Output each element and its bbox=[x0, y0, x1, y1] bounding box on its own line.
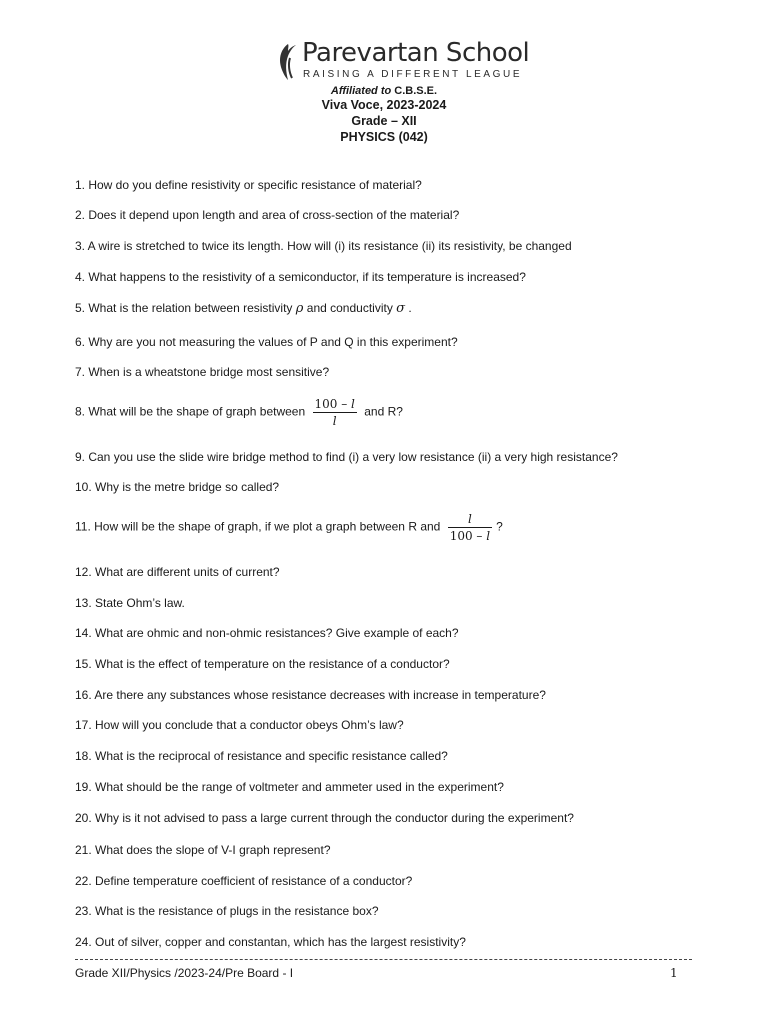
fraction-100-minus-l-over-l bbox=[313, 397, 357, 428]
question-9: 9. Can you use the slide wire bridge method to find (i) a very low resistance (ii) a very high resistance? bbox=[75, 450, 618, 464]
affiliation bbox=[0, 85, 768, 97]
fraction-denominator: l bbox=[332, 414, 337, 428]
question-17: 17. How will you conclude that a conductor obeys Ohm’s law? bbox=[75, 718, 404, 732]
question-7: 7. When is a wheatstone bridge most sensitive? bbox=[75, 365, 330, 379]
question-12: 12. What are different units of current? bbox=[75, 565, 280, 579]
question-19: 19. What should be the range of voltmeter and ammeter used in the experiment? bbox=[75, 780, 504, 794]
fraction-numerator bbox=[313, 397, 357, 413]
page-number: 1 bbox=[670, 966, 678, 980]
numerator-variable: l bbox=[351, 397, 355, 411]
denominator-variable: l bbox=[486, 529, 491, 543]
affiliation-board: C.B.S.E. bbox=[391, 85, 438, 97]
question-13: 13. State Ohm’s law. bbox=[75, 596, 185, 610]
question-5 bbox=[75, 301, 412, 316]
question-15: 15. What is the effect of temperature on the resistance of a conductor? bbox=[75, 657, 450, 671]
subject-title: PHYSICS (042) bbox=[340, 130, 428, 144]
sigma-symbol: σ bbox=[396, 301, 406, 316]
grade-title: Grade – XII bbox=[351, 114, 417, 128]
question-21: 21. What does the slope of V-I graph represent? bbox=[75, 843, 331, 857]
numerator-constant: 100 – bbox=[314, 397, 352, 411]
question-1: 1. How do you define resistivity or specific resistance of material? bbox=[75, 178, 422, 192]
question-2: 2. Does it depend upon length and area of cross-section of the material? bbox=[75, 208, 460, 222]
question-5-middle: and conductivity bbox=[303, 301, 397, 315]
question-24: 24. Out of silver, copper and constantan, which has the largest resistivity? bbox=[75, 935, 466, 949]
footer-divider bbox=[75, 959, 692, 960]
question-23: 23. What is the resistance of plugs in the resistance box? bbox=[75, 904, 379, 918]
leaf-icon bbox=[276, 42, 298, 82]
question-4: 4. What happens to the resistivity of a semiconductor, if its temperature is increased? bbox=[75, 270, 526, 284]
question-5-text: 5. What is the relation between resistivity bbox=[75, 301, 293, 315]
question-8-end: and R? bbox=[360, 404, 403, 419]
footer-text: Grade XII/Physics /2023-24/Pre Board - I bbox=[75, 966, 294, 980]
question-20: 20. Why is it not advised to pass a large current through the conductor during the experiment? bbox=[75, 811, 574, 825]
denominator-constant: 100 – bbox=[449, 529, 487, 543]
question-14: 14. What are ohmic and non-ohmic resistances? Give example of each? bbox=[75, 626, 459, 640]
question-8 bbox=[75, 397, 403, 428]
rho-symbol: ρ bbox=[295, 301, 304, 316]
question-16: 16. Are there any substances whose resistance decreases with increase in temperature? bbox=[75, 688, 546, 702]
fraction-numerator: l bbox=[448, 512, 492, 528]
question-11 bbox=[75, 512, 503, 543]
question-8-text: 8. What will be the shape of graph between bbox=[75, 404, 306, 419]
question-11-text: 11. How will be the shape of graph, if we plot a graph between R and bbox=[75, 519, 441, 534]
exam-title: Viva Voce, 2023-2024 bbox=[321, 98, 447, 112]
question-3: 3. A wire is stretched to twice its length. How will (i) its resistance (ii) its resistivity, be changed bbox=[75, 239, 572, 253]
school-name: Parevartan School bbox=[302, 38, 530, 68]
affiliation-prefix: Affiliated to bbox=[330, 85, 392, 97]
question-10: 10. Why is the metre bridge so called? bbox=[75, 480, 280, 494]
school-tagline: RAISING A DIFFERENT LEAGUE bbox=[303, 69, 523, 80]
question-22: 22. Define temperature coefficient of resistance of a conductor? bbox=[75, 874, 413, 888]
question-18: 18. What is the reciprocal of resistance and specific resistance called? bbox=[75, 749, 448, 763]
question-5-end: . bbox=[405, 301, 412, 315]
fraction-l-over-100-minus-l bbox=[448, 512, 492, 543]
fraction-denominator bbox=[448, 528, 492, 543]
question-6: 6. Why are you not measuring the values of P and Q in this experiment? bbox=[75, 335, 458, 349]
question-11-end: ? bbox=[496, 519, 503, 534]
school-logo bbox=[276, 38, 530, 84]
